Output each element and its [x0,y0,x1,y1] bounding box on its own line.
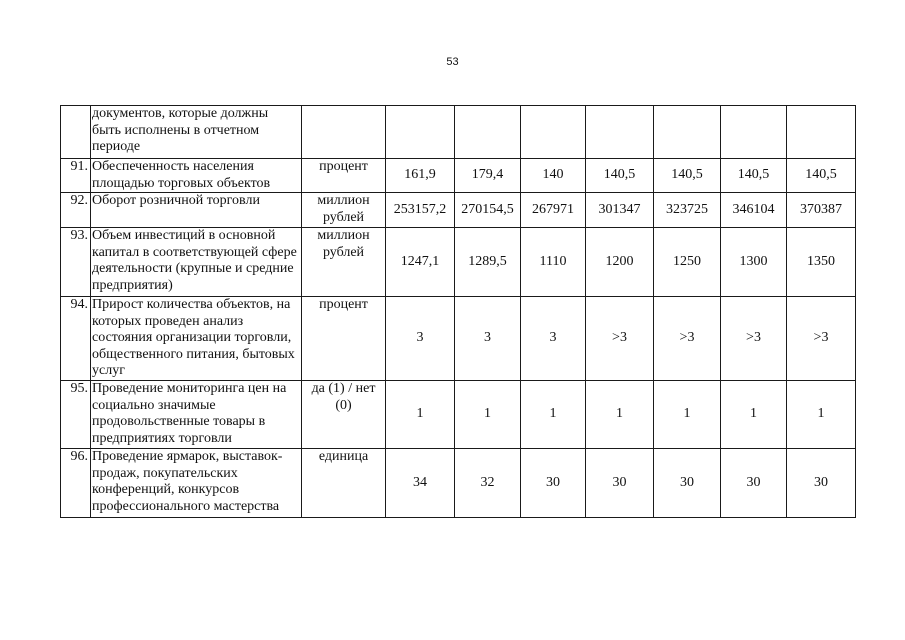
value-cell: 323725 [654,193,721,228]
value-cell: 30 [521,449,586,518]
unit-cell: миллион рублей [302,228,386,297]
unit-cell: да (1) / нет (0) [302,381,386,449]
value-cell: 140,5 [586,159,654,193]
value-cell: 1200 [586,228,654,297]
unit-cell [302,106,386,159]
table-row [61,193,856,228]
unit-cell: миллион рублей [302,193,386,228]
value-cell: 1 [386,381,455,449]
value-cell: 1 [721,381,787,449]
value-cell: 270154,5 [455,193,521,228]
table-row [61,297,856,381]
value-cell [455,106,521,159]
value-cell [586,106,654,159]
value-cell: >3 [721,297,787,381]
value-cell [386,106,455,159]
indicator-name: Прирост количества объектов, на которых проведен анализ состояния организации торговли, общественного питания, бытовых услуг [91,297,302,381]
value-cell: 1110 [521,228,586,297]
row-number: 95. [61,381,91,449]
value-cell: 1289,5 [455,228,521,297]
row-number [61,106,91,159]
table-row [61,228,856,297]
unit-cell: процент [302,159,386,193]
value-cell: 267971 [521,193,586,228]
value-cell: 140,5 [721,159,787,193]
value-cell: 140,5 [654,159,721,193]
value-cell: 3 [386,297,455,381]
value-cell [521,106,586,159]
value-cell: 253157,2 [386,193,455,228]
value-cell: 1350 [787,228,856,297]
value-cell: 3 [455,297,521,381]
unit-cell: единица [302,449,386,518]
indicator-name: документов, которые должны быть исполнены в отчетном периоде [91,106,302,159]
value-cell: 30 [586,449,654,518]
value-cell: 3 [521,297,586,381]
row-number: 92. [61,193,91,228]
value-cell: 1 [586,381,654,449]
value-cell: 370387 [787,193,856,228]
table-row [61,381,856,449]
value-cell: 1300 [721,228,787,297]
value-cell: 346104 [721,193,787,228]
indicator-name: Оборот розничной торговли [91,193,302,228]
value-cell: 30 [787,449,856,518]
value-cell [787,106,856,159]
value-cell: 1 [521,381,586,449]
value-cell: 1 [455,381,521,449]
value-cell: >3 [586,297,654,381]
row-number: 93. [61,228,91,297]
indicator-name: Проведение мониторинга цен на социально значимые продовольственные товары в предприятиях торговли [91,381,302,449]
value-cell: 1250 [654,228,721,297]
value-cell: 30 [721,449,787,518]
value-cell: 1 [787,381,856,449]
indicator-name: Проведение ярмарок, выставок-продаж, покупательских конференций, конкурсов профессионального мастерства [91,449,302,518]
indicator-name: Обеспеченность населения площадью торговых объектов [91,159,302,193]
value-cell [654,106,721,159]
value-cell: 32 [455,449,521,518]
value-cell: 301347 [586,193,654,228]
indicator-name: Объем инвестиций в основной капитал в соответствующей сфере деятельности (крупные и средние предприятия) [91,228,302,297]
value-cell: >3 [787,297,856,381]
row-number: 91. [61,159,91,193]
value-cell: 179,4 [455,159,521,193]
indicators-table [60,105,856,518]
value-cell: 140,5 [787,159,856,193]
value-cell: >3 [654,297,721,381]
row-number: 94. [61,297,91,381]
value-cell: 1 [654,381,721,449]
page-number: 53 [446,56,459,68]
unit-cell: процент [302,297,386,381]
value-cell: 34 [386,449,455,518]
table-row [61,159,856,193]
value-cell: 140 [521,159,586,193]
value-cell: 161,9 [386,159,455,193]
table-row [61,449,856,518]
row-number: 96. [61,449,91,518]
value-cell [721,106,787,159]
value-cell: 1247,1 [386,228,455,297]
table-row [61,106,856,159]
value-cell: 30 [654,449,721,518]
